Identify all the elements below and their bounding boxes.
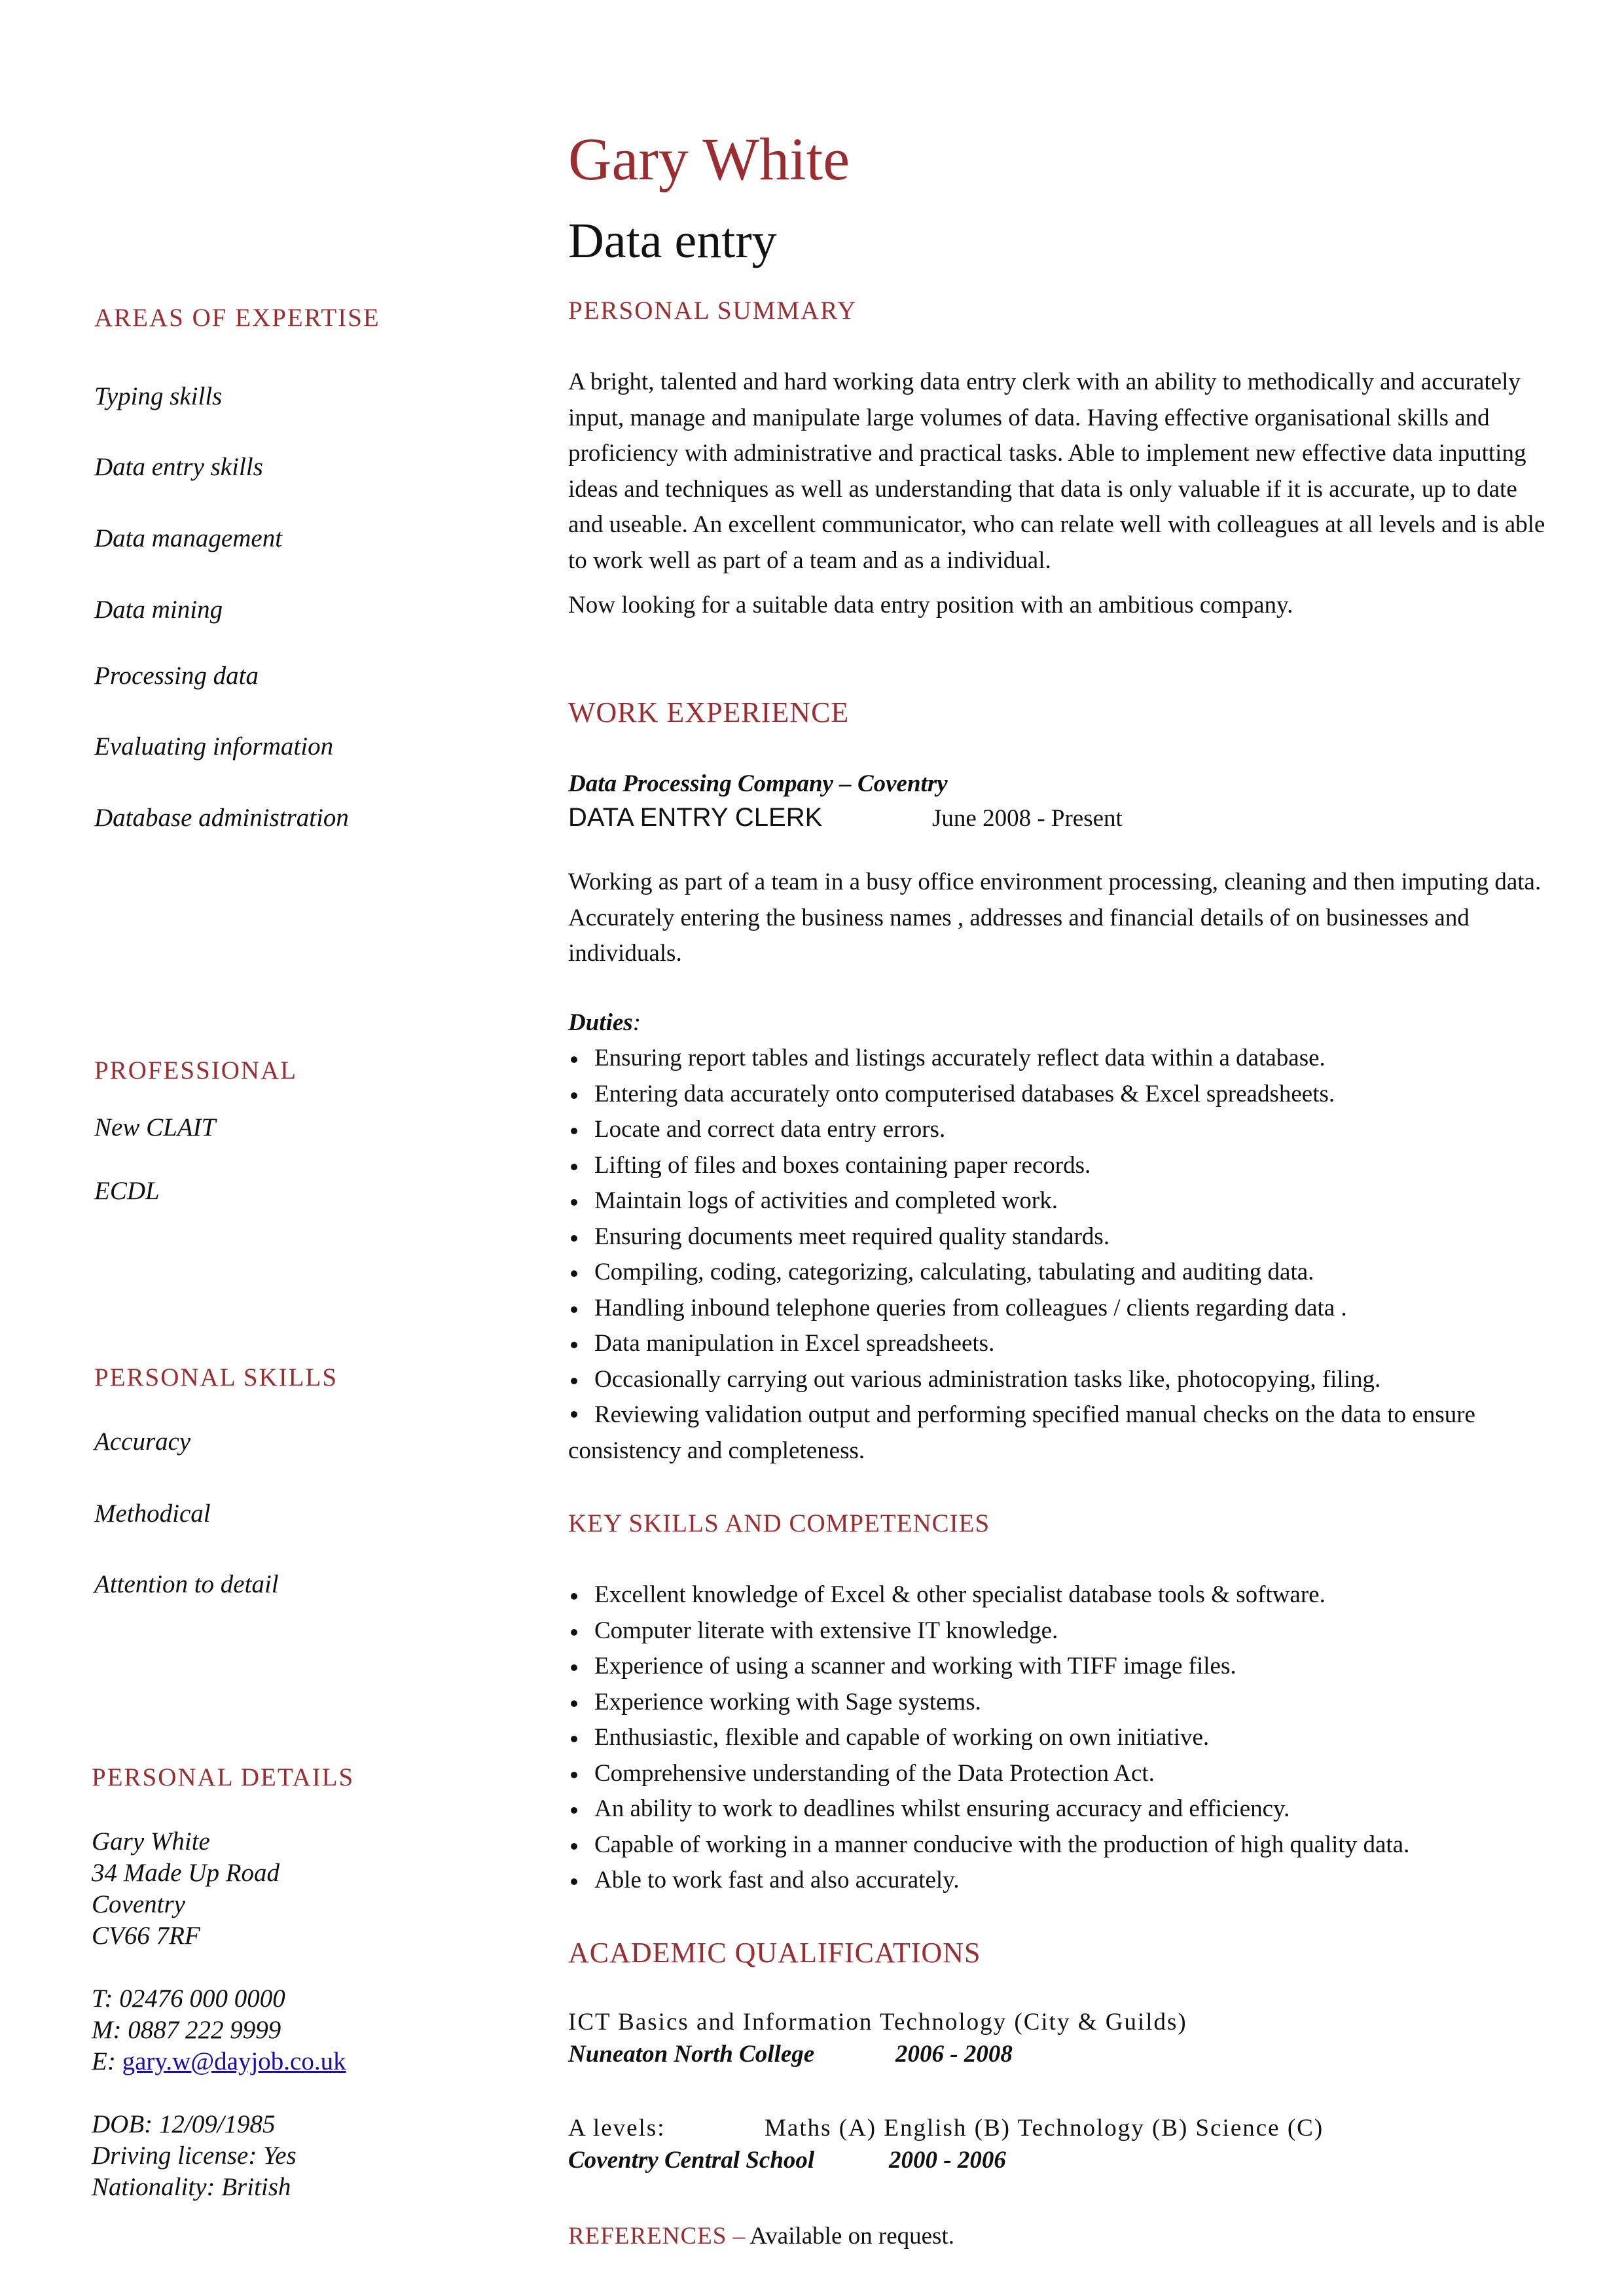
qualification-years: 2000 - 2006 — [889, 2147, 1006, 2174]
personal-skill-item: Methodical — [94, 1499, 211, 1528]
key-skill-item: Computer literate with extensive IT knowledge. — [568, 1613, 1557, 1649]
details-email-row — [92, 2047, 346, 2076]
duties-colon: : — [632, 1009, 641, 1036]
key-skill-item: An ability to work to deadlines whilst ensuring accuracy and efficiency. — [568, 1791, 1557, 1827]
summary-heading: PERSONAL SUMMARY — [568, 296, 857, 325]
duty-item: Occasionally carrying out various administration tasks like, photocopying, filing. — [568, 1362, 1557, 1398]
duty-item: Locate and correct data entry errors. — [568, 1112, 1557, 1148]
details-phone: T: 02476 000 0000 — [92, 1984, 285, 2013]
details-address-line: 34 Made Up Road — [92, 1859, 280, 1887]
duties-label: Duties — [568, 1009, 633, 1036]
duty-item: Handling inbound telephone queries from colleagues / clients regarding data . — [568, 1291, 1557, 1327]
key-skill-item: Comprehensive understanding of the Data Protection Act. — [568, 1756, 1557, 1792]
key-skill-item: Experience of using a scanner and working with TIFF image files. — [568, 1649, 1557, 1685]
key-skills-list — [568, 1577, 1557, 1899]
duty-item: Maintain logs of activities and completed work. — [568, 1183, 1557, 1219]
professional-item: ECDL — [94, 1177, 160, 1205]
expertise-item: Evaluating information — [94, 732, 334, 761]
details-license: Driving license: Yes — [92, 2142, 297, 2170]
duty-item: Ensuring report tables and listings accurately reflect data within a database. — [568, 1041, 1557, 1077]
personal-skill-item: Accuracy — [94, 1427, 191, 1456]
company-name: Data Processing Company – Coventry — [568, 770, 948, 797]
candidate-name: Gary White — [568, 126, 850, 192]
duties-label-row — [568, 1005, 641, 1041]
role-description: Working as part of a team in a busy office environment processing, cleaning and then imputing data. Accurately entering the business names , addresses and financial details of on businesses and individuals. — [568, 869, 1542, 967]
key-skill-item: Excellent knowledge of Excel & other specialist database tools & software. — [568, 1577, 1557, 1613]
duty-item: Lifting of files and boxes containing paper records. — [568, 1148, 1557, 1184]
details-mobile: M: 0887 222 9999 — [92, 2016, 281, 2044]
details-postcode: CV66 7RF — [92, 1922, 200, 1950]
details-name: Gary White — [92, 1827, 210, 1856]
bullet-icon — [571, 1411, 577, 1418]
personal-details-heading: PERSONAL DETAILS — [92, 1763, 355, 1791]
key-skills-wrap — [568, 1577, 1557, 1899]
references-label: REFERENCES — [568, 2223, 727, 2250]
expertise-item: Data mining — [94, 596, 223, 624]
duty-item: Compiling, coding, categorizing, calculating, tabulating and auditing data. — [568, 1255, 1557, 1291]
summary-paragraph: Now looking for a suitable data entry position with an ambitious company. — [568, 592, 1293, 619]
email-label: E: — [92, 2047, 122, 2075]
qualification-school: Coventry Central School — [568, 2147, 815, 2174]
summary-block — [568, 365, 1557, 633]
references-row — [568, 2219, 954, 2255]
expertise-item: Data entry skills — [94, 453, 263, 481]
expertise-item: Typing skills — [94, 382, 223, 410]
key-skill-item: Able to work fast and also accurately. — [568, 1863, 1557, 1899]
expertise-item: Processing data — [94, 662, 259, 690]
duty-item: Data manipulation in Excel spreadsheets. — [568, 1326, 1557, 1362]
details-address-line: Coventry — [92, 1890, 185, 1918]
expertise-item: Database administration — [94, 804, 349, 832]
email-link[interactable]: gary.w@dayjob.co.uk — [122, 2047, 346, 2075]
professional-heading: PROFESSIONAL — [94, 1056, 298, 1085]
work-experience-heading: WORK EXPERIENCE — [568, 696, 850, 728]
references-dash: – — [727, 2223, 750, 2250]
duties-list — [568, 1041, 1557, 1469]
professional-item: New CLAIT — [94, 1113, 216, 1141]
qualification-course: ICT Basics and Information Technology (City & Guilds) — [568, 2009, 1187, 2036]
a-levels-subjects: Maths (A) English (B) Technology (B) Science (C) — [765, 2115, 1324, 2142]
role-title: DATA ENTRY CLERK — [568, 803, 823, 832]
personal-skill-item: Attention to detail — [94, 1570, 279, 1598]
a-levels-label: A levels: — [568, 2115, 666, 2142]
duty-item: Entering data accurately onto computerised databases & Excel spreadsheets. — [568, 1077, 1557, 1113]
key-skills-heading: KEY SKILLS AND COMPETENCIES — [568, 1509, 990, 1537]
duty-item: Ensuring documents meet required quality standards. — [568, 1219, 1557, 1255]
personal-skills-heading: PERSONAL SKILLS — [94, 1363, 338, 1391]
key-skill-item: Enthusiastic, flexible and capable of working on own initiative. — [568, 1720, 1557, 1756]
expertise-heading: AREAS OF EXPERTISE — [94, 304, 380, 332]
job-title: Data entry — [568, 213, 777, 268]
qualification-years: 2006 - 2008 — [895, 2041, 1013, 2068]
details-dob: DOB: 12/09/1985 — [92, 2110, 276, 2138]
references-text: Available on request. — [749, 2223, 954, 2250]
expertise-item: Data management — [94, 524, 283, 552]
qualification-school: Nuneaton North College — [568, 2041, 815, 2068]
duty-item: Reviewing validation output and performing specified manual checks on the data to ensure consistency and completeness. — [568, 1401, 1475, 1464]
role-dates: June 2008 - Present — [932, 805, 1123, 832]
duties-list-wrap — [568, 1041, 1557, 1469]
summary-paragraph: A bright, talented and hard working data entry clerk with an ability to methodically and accurately input, manage and manipulate large volumes of data. Having effective organisational skills and proficiency with administrative and practical tasks. Able to implement new effective data inputting ideas and techniques as well as understanding that data is only valuable if it is accurate, up to date and useable. An excellent communicator, who can relate well with colleagues at all levels and is able to work well as part of a team and as a individual. — [568, 368, 1545, 574]
key-skill-item: Experience working with Sage systems. — [568, 1685, 1557, 1721]
key-skill-item: Capable of working in a manner conducive with the production of high quality data. — [568, 1827, 1557, 1863]
details-nationality: Nationality: British — [92, 2173, 291, 2201]
academic-heading: ACADEMIC QUALIFICATIONS — [568, 1937, 981, 1969]
